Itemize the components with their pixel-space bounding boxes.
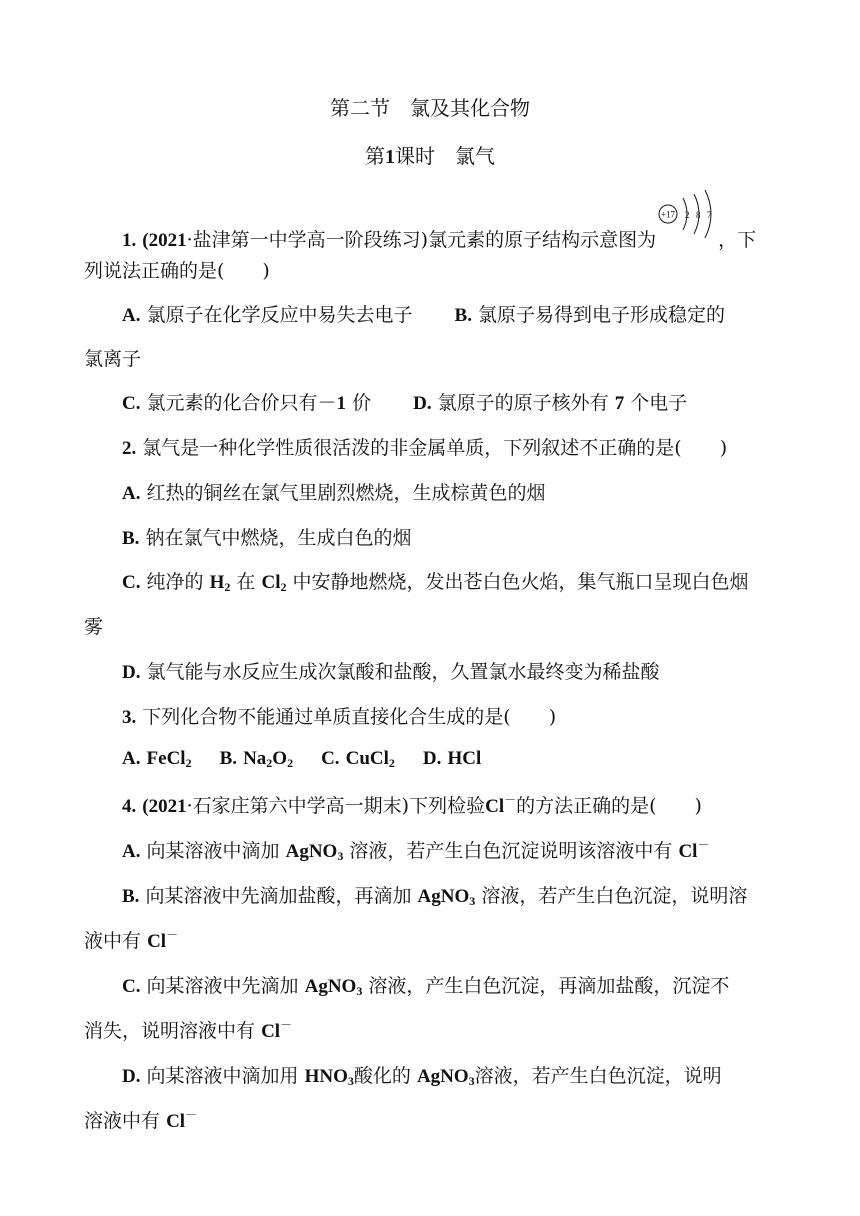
q3-options: A. FeCl$_2$ B. $Na_2O_2$ C. CuCl$_2$ D. HCl	[122, 748, 482, 770]
q4-option-d-cont: 溶液中有 Cl－	[84, 1108, 198, 1132]
q4-option-d: D. 向某溶液中滴加用 $HNO_3$酸化的 AgNO$_3$溶液，若产生白色沉淀，说明	[122, 1065, 722, 1088]
q2-stem: 2. 氯气是一种化学性质很活泼的非金属单质，下列叙述不正确的是( )	[122, 437, 728, 459]
shell-1-count: 2	[685, 210, 690, 220]
shell-2-count: 8	[696, 210, 701, 220]
lesson-subtitle: 第1课时 氯气	[365, 144, 495, 168]
q4-option-c: C. 向某溶液中先滴加 AgNO$_3$ 溶液，产生白色沉淀，再滴加盐酸，沉淀不	[122, 975, 730, 998]
q2-option-b: B. 钠在氯气中燃烧，生成白色的烟	[122, 527, 412, 549]
nucleus-charge-label: +17	[661, 209, 676, 220]
q4-option-c-cont: 消失，说明溶液中有 Cl－	[84, 1018, 293, 1042]
q1-options-cd: C. 氯元素的化合价只有－1 价 D. 氯原子的原子核外有 7 个电子	[122, 392, 688, 414]
section-title: 第二节 氯及其化合物	[330, 96, 530, 120]
q1-option-b-cont: 氯离子	[84, 348, 142, 370]
q4-option-a: A. 向某溶液中滴加 AgNO$_3$ 溶液，若产生白色沉淀说明该溶液中有 Cl－	[122, 838, 710, 863]
q1-stem: 1. (2021·盐津第一中学高一阶段练习)氯元素的原子结构示意图为 +17 2 8 7 ，下	[122, 212, 756, 256]
q1-options-ab: A. 氯原子在化学反应中易失去电子 B. 氯原子易得到电子形成稳定的	[122, 304, 726, 326]
q1-stem-cont: 列说法正确的是( )	[84, 260, 270, 282]
q3-stem: 3. 下列化合物不能通过单质直接化合生成的是( )	[122, 706, 557, 728]
q4-option-b-cont: 液中有 Cl－	[84, 928, 179, 952]
q4-option-b: B. 向某溶液中先滴加盐酸，再滴加 AgNO$_3$ 溶液，若产生白色沉淀，说明溶	[122, 885, 748, 908]
q2-option-a: A. 红热的铜丝在氯气里剧烈燃烧，生成棕黄色的烟	[122, 482, 546, 504]
q2-option-c: C. 纯净的 $H_2$ 在 $Cl_2$ 中安静地燃烧，发出苍白色火焰，集气瓶口呈现白色烟	[122, 571, 749, 594]
atom-structure-diagram	[656, 209, 718, 256]
q2-option-d: D. 氯气能与水反应生成次氯酸和盐酸，久置氯水最终变为稀盐酸	[122, 661, 660, 683]
shell-3-count: 7	[707, 210, 712, 220]
q2-option-c-cont: 雾	[84, 616, 104, 638]
q4-stem: 4. (2021·石家庄第六中学高一期末)下列检验Cl－的方法正确的是( )	[122, 793, 702, 817]
